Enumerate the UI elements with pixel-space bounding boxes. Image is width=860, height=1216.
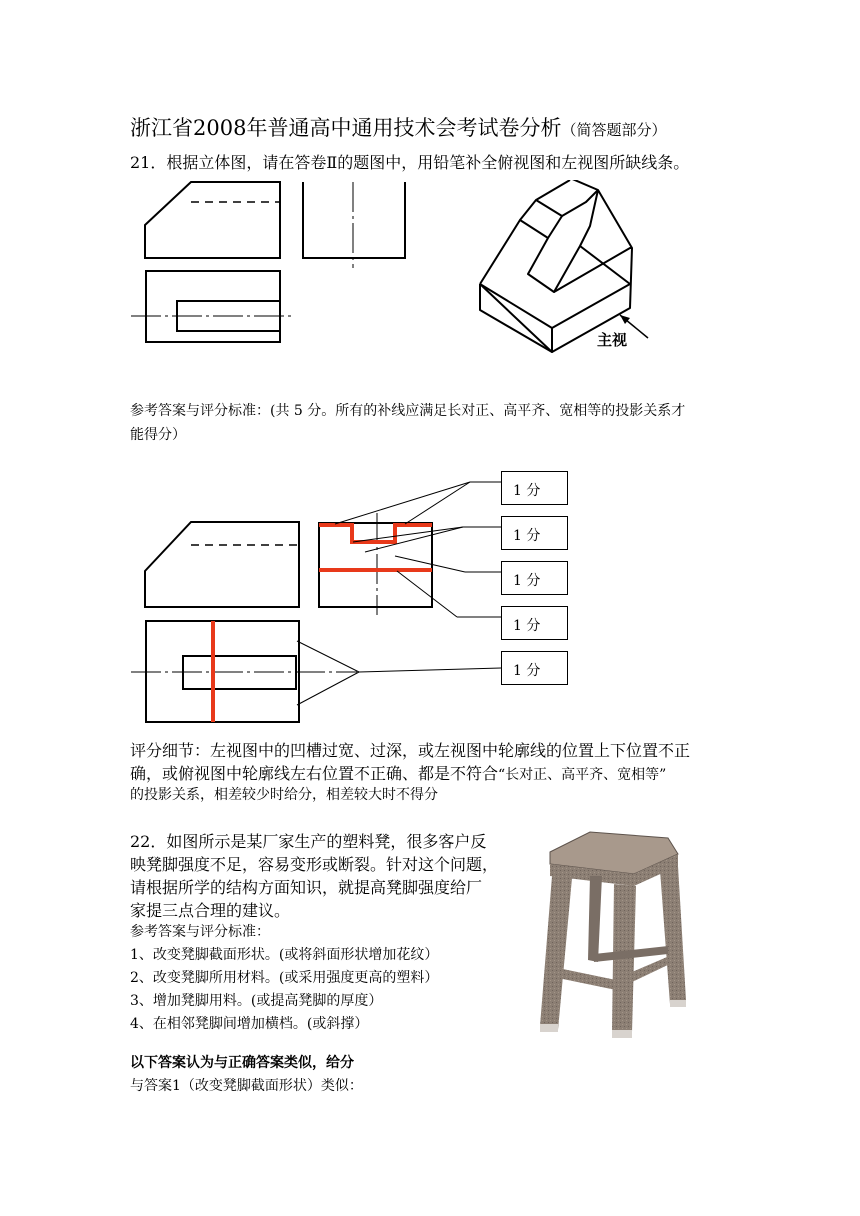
plastic-stool-image	[528, 822, 693, 1042]
q22-answer-heading: 参考答案与评分标准：	[130, 924, 270, 940]
q22-question-line1: 22．如图所示是某厂家生产的塑料凳，很多客户反	[130, 832, 487, 851]
leader-lines	[297, 482, 501, 705]
q21-left-view	[295, 178, 410, 273]
detail-line2-part2: “长对正、高平齐、宽相等”	[498, 767, 667, 783]
q22-answer-3: 3、增加凳脚用料。(或提高凳脚的厚度）	[130, 993, 383, 1009]
answer-added-lines	[213, 525, 432, 722]
q21-detail-line2	[130, 761, 666, 784]
answer-left-view	[319, 523, 432, 607]
q22-question-line3: 请根据所学的结构方面知识，就提高凳脚强度给厂	[130, 878, 483, 897]
q21-answer-line2: 能得分）	[130, 427, 186, 443]
answer-front-view	[145, 522, 299, 607]
q22-similar-heading: 以下答案认为与正确答案类似，给分	[130, 1055, 354, 1071]
front-view-label: 主视	[597, 331, 628, 349]
front-view-outline	[145, 182, 280, 258]
score-box-1: 1 分	[501, 471, 568, 505]
left-view-outline	[303, 182, 405, 258]
detail-line2-part1: 确，或俯视图中轮廓线左右位置不正确、都是不符合	[130, 764, 499, 783]
score-box-2: 1 分	[501, 516, 568, 550]
title-suffix: （简答题部分）	[561, 121, 667, 139]
title-main: 浙江省2008年普通高中通用技术会考试卷分析	[130, 116, 562, 140]
page-title	[130, 112, 666, 142]
q22-answer-2: 2、改变凳脚所用材料。(或采用强度更高的塑料）	[130, 970, 439, 986]
q21-detail-line3: 的投影关系，相差较少时给分，相差较大时不得分	[130, 787, 438, 803]
q21-detail-line1: 评分细节：左视图中的凹槽过宽、过深，或左视图中轮廓线的位置上下位置不正	[130, 741, 691, 760]
q21-three-view-drawing	[125, 178, 305, 343]
q22-question-line4: 家提三点合理的建议。	[130, 901, 291, 920]
q21-answer-drawing	[125, 465, 505, 730]
q21-answer-line1: 参考答案与评分标准：(共 5 分。所有的补线应满足长对正、高平齐、宽相等的投影关系才	[130, 403, 686, 419]
q22-question-line2: 映凳脚强度不足，容易变形或断裂。针对这个问题，	[130, 855, 499, 874]
q21-isometric-drawing	[470, 180, 670, 360]
q22-answer-4: 4、在相邻凳脚间增加横档。(或斜撑）	[130, 1016, 369, 1032]
score-box-4: 1 分	[501, 606, 568, 640]
q22-similar-to-1: 与答案1（改变凳脚截面形状）类似：	[130, 1078, 363, 1094]
q21-question: 21．根据立体图，请在答卷Ⅱ的题图中，用铅笔补全俯视图和左视图所缺线条。	[130, 153, 690, 172]
score-box-3: 1 分	[501, 561, 568, 595]
q22-answer-1: 1、改变凳脚截面形状。(或将斜面形状增加花纹）	[130, 947, 439, 963]
score-box-5: 1 分	[501, 651, 568, 685]
